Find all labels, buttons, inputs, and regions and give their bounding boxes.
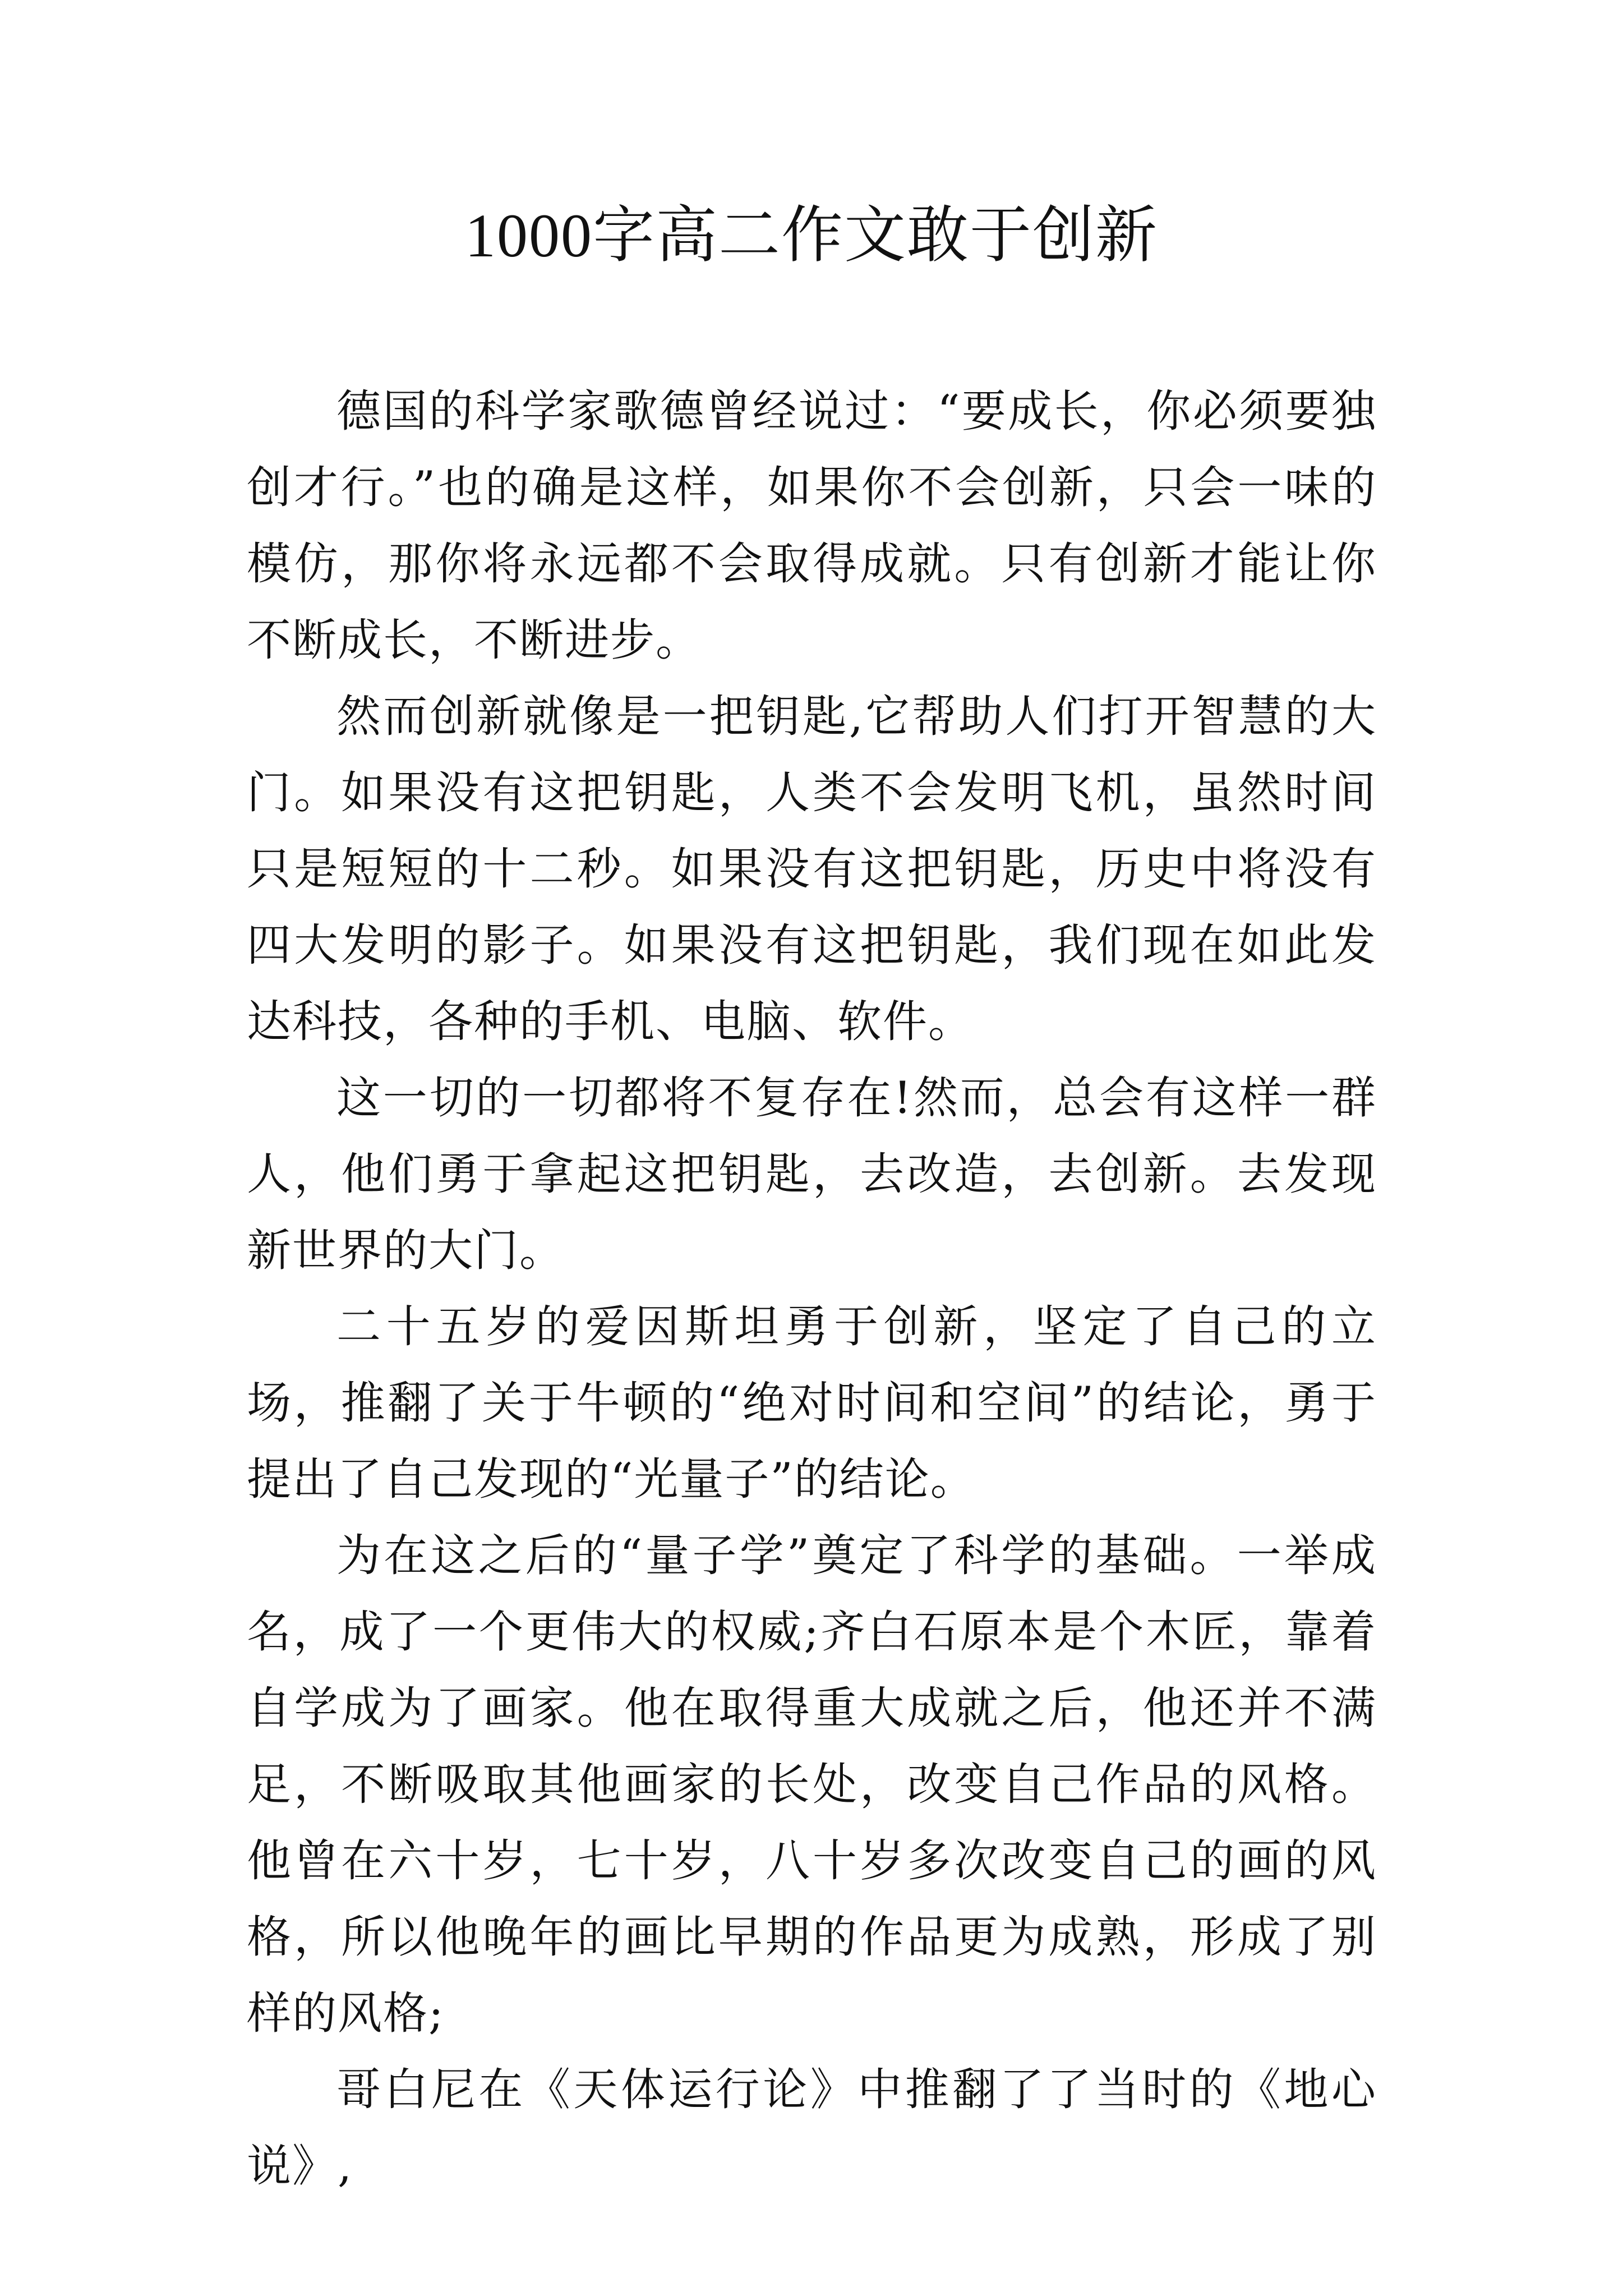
paragraph-6: 哥白尼在《天体运行论》中推翻了了当时的《地心说》,	[247, 2064, 1377, 2192]
document-body	[247, 373, 1377, 2204]
paragraph-4: 二十五岁的爱因斯坦勇于创新，坚定了自己的立场，推翻了关于牛顿的“绝对时间和空间”的结论，勇于提出了自己发现的“光量子”的结论。	[247, 1301, 1377, 1505]
paragraph-2: 然而创新就像是一把钥匙,它帮助人们打开智慧的大门。如果没有这把钥匙，人类不会发明飞机，虽然时间只是短短的十二秒。如果没有这把钥匙，历史中将没有四大发明的影子。如果没有这把钥匙，我们现在如此发达科技，各种的手机、电脑、软件。	[247, 691, 1377, 1047]
document-title: 1000字高二作文敢于创新	[465, 201, 1158, 270]
paragraph-3: 这一切的一切都将不复存在!然而，总会有这样一群人，他们勇于拿起这把钥匙，去改造，去创新。去发现新世界的大门。	[247, 1072, 1377, 1276]
paragraph-5: 为在这之后的“量子学”奠定了科学的基础。一举成名，成了一个更伟大的权威;齐白石原本是个木匠，靠着自学成为了画家。他在取得重大成就之后，他还并不满足，不断吸取其他画家的长处，改变自己作品的风格。他曾在六十岁，七十岁，八十岁多次改变自己的画的风格，所以他晚年的画比早期的作品更为成熟，形成了别样的风格;	[247, 1530, 1377, 2039]
paragraph-1: 德国的科学家歌德曾经说过：“要成长，你必须要独创才行。”也的确是这样，如果你不会创新，只会一味的模仿，那你将永远都不会取得成就。只有创新才能让你不断成长，不断进步。	[247, 385, 1377, 666]
